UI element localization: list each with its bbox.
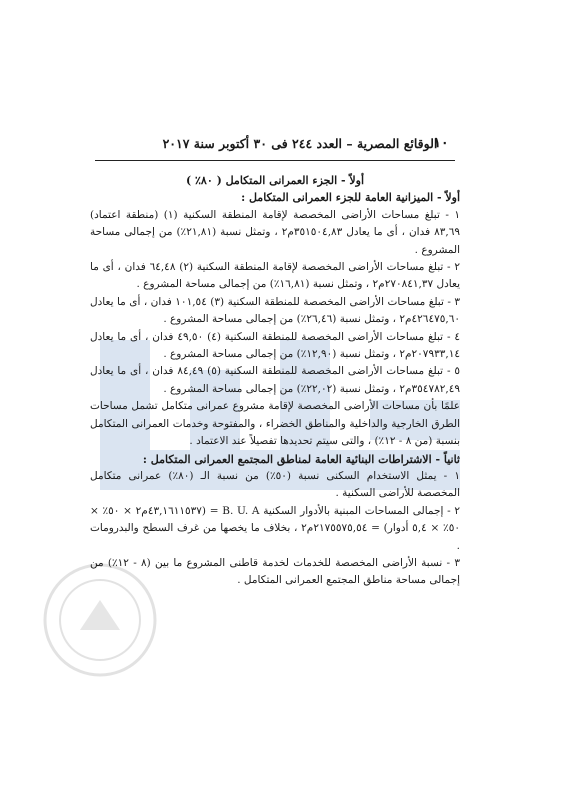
- conditions-heading: ثانياً - الاشتراطات البنائية العامة لمناطق المجتمع العمرانى المتكامل :: [142, 452, 460, 466]
- budget-item-2: ٢ - تبلغ مساحات الأراضى المخصصة لإقامة المنطقة السكنية (٢) ٦٤,٤٨ فدان ، أى ما يعادل ٢٧٠٨٤١,٣٧م٢ ، وتمثل نسبة (١٦,٨١٪) من إجمالى مساحة المشروع .: [90, 261, 461, 291]
- page-number: ١٠: [433, 135, 449, 151]
- condition-1: ١ - يمثل الاستخدام السكنى نسبة (٥٠٪) من نسبة الـ (٨٠٪) عمرانى متكامل المخصصة للأراضى السكنية .: [90, 469, 460, 500]
- header-rule: [95, 160, 455, 161]
- budget-item-3: ٣ - تبلغ مساحات الأراضى المخصصة للمنطقة السكنية (٣) ١٠١,٥٤ فدان ، أى ما يعادل ٤٢٦٤٧٥,٦٠م٢ ، وتمثل نسبة (٢٦,٤٦٪) من إجمالى مساحة المشروع .: [90, 295, 460, 326]
- budget-heading: أولاً - الميزانية العامة للجزء العمرانى المتكامل :: [241, 191, 460, 205]
- budget-item-1: ١ - تبلغ مساحات الأراضى المخصصة لإقامة المنطقة السكنية (١) (منطقة اعتماد) ٨٣,٦٩ فدان ، أى ما يعادل ٣٥١٥٠٤,٨٣م٢ ، وتمثل نسبة (٢١,٨١٪) من إجمالى مساحة المشروع .: [90, 208, 461, 256]
- section-title: أولاً - الجزء العمرانى المتكامل ( ٨٠٪ ): [185, 174, 365, 187]
- condition-2: ٢ - إجمالى المساحات المبنية بالأدوار السكنية B. U. A = (٤٣,١٦١١٥٣٧م٢ × ٥٠٪ × ٥٠٪ × ٥,٤ أدوار) = ٢١٧٥٥٧٥,٥٤م٢ ، بخلاف ما يخصها من غرف السطح والبدرومات .: [90, 504, 461, 552]
- budget-item-5: ٥ - تبلغ مساحات الأراضى المخصصة للمنطقة السكنية (٥) ٨٤,٤٩ فدان ، أى ما يعادل ٣٥٤٧٨٢,٤٩م٢ ، وتمثل نسبة (٢٢,٠٢٪) من إجمالى مساحة المشروع .: [90, 365, 461, 395]
- budget-note: علمًا بأن مساحات الأراضى المخصصة لإقامة مشروع عمرانى متكامل تشمل مساحات الطرق الخارجية والداخلية والمناطق الخضراء ، والمفتوحة وخدمات العمرانى المتكامل بنسبة (من ٨ - ١٢٪) ، والتى سيتم تحديدها تفصيلاً عند الاعتماد .: [90, 400, 460, 448]
- document-body: [90, 172, 460, 590]
- condition-3: ٣ - نسبة الأراضى المخصصة للخدمات لخدمة قاطنى المشروع ما بين (٨ - ١٢٪) من إجمالى مساحة مناطق المجتمع العمرانى المتكامل .: [90, 556, 460, 587]
- running-header: الوقائع المصرية – العدد ٢٤٤ فى ٣٠ أكتوبر سنة ٢٠١٧: [162, 136, 438, 151]
- budget-item-4: ٤ - تبلغ مساحات الأراضى المخصصة للمنطقة السكنية (٤) ٤٩,٥٠ فدان ، أى ما يعادل ٢٠٧٩٣٣,١٤م٢ ، وتمثل نسبة (١٢,٩٠٪) من إجمالى مساحة المشروع .: [90, 330, 461, 361]
